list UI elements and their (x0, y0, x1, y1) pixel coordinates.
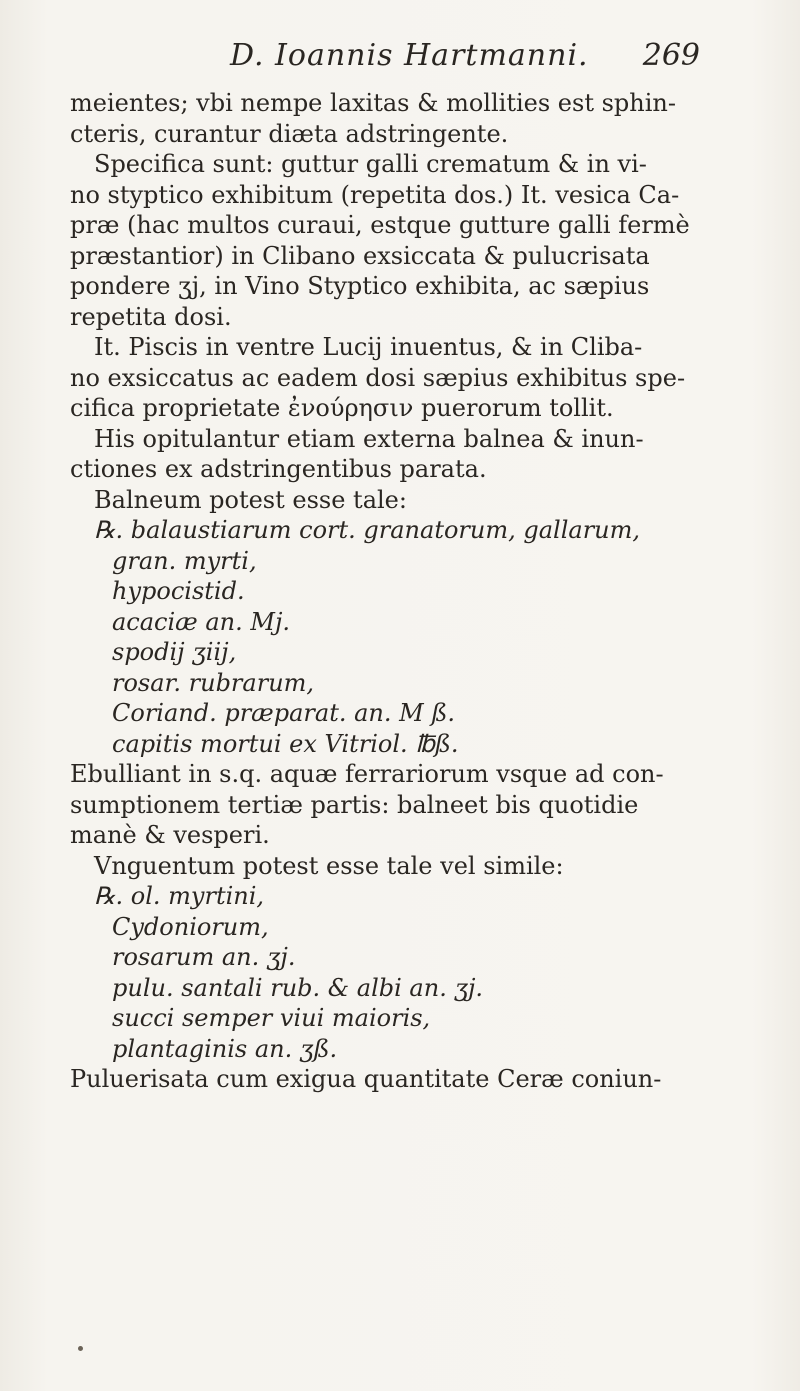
recipe-line: ℞. ol. myrtini, (94, 882, 265, 910)
text-line: His opitulantur etiam externa balnea & inun- (94, 424, 644, 453)
text-line: no styptico exhibitum (repetita dos.) It. vesica Ca- (70, 180, 680, 209)
recipe-line: rosarum an. ʒj. (112, 943, 296, 971)
recipe-line: capitis mortui ex Vitriol. ℔ß. (112, 729, 459, 758)
recipe-line: Cydoniorum, (112, 912, 269, 941)
page-number: 269 (642, 38, 700, 73)
text-line: manè & vesperi. (70, 821, 270, 849)
text-line: no exsiccatus ac eadem dosi sæpius exhibitus spe- (70, 363, 686, 392)
recipe-line: plantaginis an. ʒß. (112, 1034, 338, 1063)
recipe-line: acaciæ an. Mj. (112, 607, 291, 636)
recipe-line: ℞. balaustiarum cort. granatorum, gallarum, (94, 516, 641, 544)
page-header (90, 38, 730, 86)
running-head: D. Ioannis Hartmanni. (230, 38, 589, 73)
recipe-line: rosar. rubrarum, (112, 668, 315, 697)
text-line: Ebulliant in s.q. aquæ ferrariorum vsque ad con- (70, 760, 664, 788)
recipe-line: gran. myrti, (112, 546, 257, 575)
text-line: cteris, curantur diæta adstringente. (70, 119, 509, 148)
recipe-line: spodij ʒiij, (112, 638, 237, 666)
recipe-line: pulu. santali rub. & albi an. ʒj. (112, 973, 484, 1002)
recipe-line: Coriand. præparat. an. M ß. (112, 699, 455, 727)
text-line: cifica proprietate ἐνούρησιν puerorum tollit. (70, 394, 614, 422)
text-line: ctiones ex adstringentibus parata. (70, 455, 487, 483)
body-text (70, 88, 760, 1095)
text-line: repetita dosi. (70, 302, 232, 331)
text-line: meientes; vbi nempe laxitas & mollities est sphin- (70, 89, 676, 117)
text-line: Vnguentum potest esse tale vel simile: (94, 851, 564, 880)
text-line: præstantior) in Clibano exsiccata & pulucrisata (70, 241, 650, 270)
text-line: Puluerisata cum exigua quantitate Ceræ coniun- (70, 1065, 662, 1093)
text-line: sumptionem tertiæ partis: balneet bis quotidie (70, 790, 639, 819)
text-line: pondere ʒj, in Vino Styptico exhibita, ac sæpius (70, 272, 650, 300)
recipe-line: hypocistid. (112, 577, 245, 605)
text-line: præ (hac multos curaui, estque gutture galli fermè (70, 211, 690, 239)
text-line: It. Piscis in ventre Lucij inuentus, & in Cliba- (94, 333, 643, 361)
recipe-line: succi semper viui maioris, (112, 1004, 431, 1032)
text-line: Specifica sunt: guttur galli crematum & in vi- (94, 150, 647, 178)
ink-smudge (78, 1346, 83, 1351)
text-line: Balneum potest esse tale: (94, 485, 407, 514)
